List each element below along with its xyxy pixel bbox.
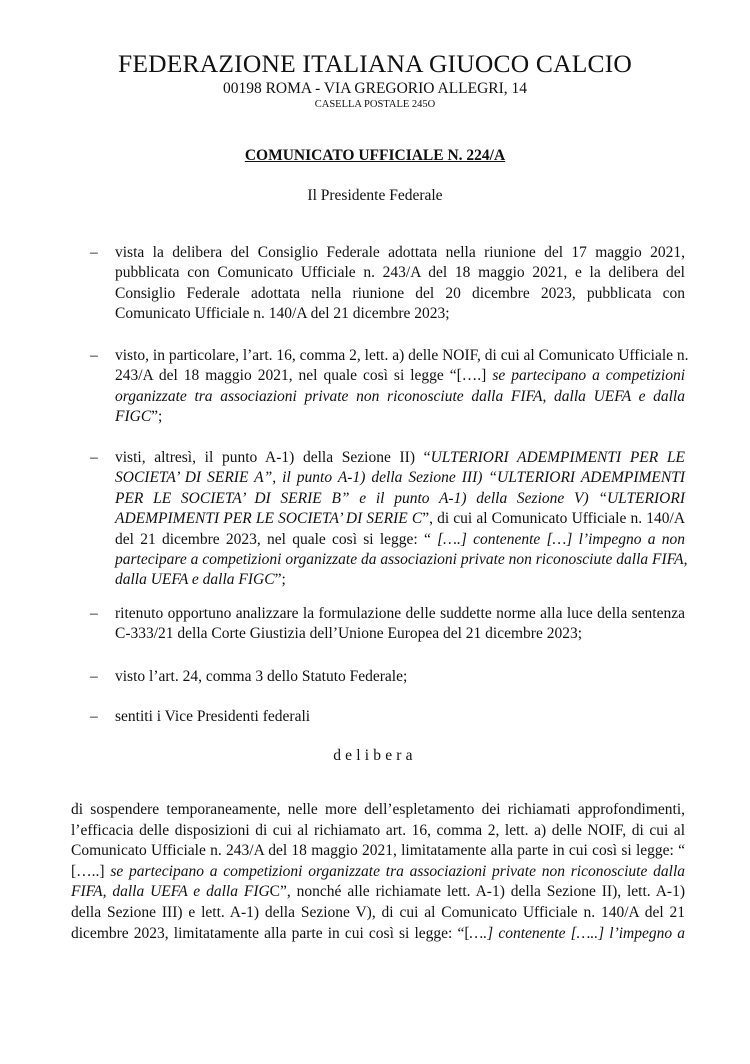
recital-line: SOCIETA’ DI SERIE A”, il punto A-1) della Sezione III) “ULTERIORI ADEMPIMENTI: [115, 469, 685, 487]
recital-line: del 21 dicembre 2023, nel quale così si legge: “ [….] contenente […] l’impegno a non: [115, 530, 685, 548]
recital-item: [115, 667, 685, 687]
resolution-line: della Sezione III) e lett. A-1) della Sezione V), di cui al Comunicato Ufficiale n. 140/A del 21: [71, 903, 685, 921]
president-heading: Il Presidente Federale: [307, 187, 443, 204]
recital-line: pubblicata con Comunicato Ufficiale n. 243/A del 18 maggio 2021, e la delibera del: [115, 264, 685, 282]
recital-line: ritenuto opportuno analizzare la formulazione delle suddette norme alla luce della sentenza: [115, 605, 685, 622]
recital-line: FIGC”;: [115, 408, 163, 426]
resolution-line: Comunicato Ufficiale n. 243/A del 18 maggio 2021, limitatamente alla parte in cui così si legge: “: [71, 842, 685, 860]
resolution-line: di sospendere temporaneamente, nelle more dell’espletamento dei richiamati approfondimenti,: [71, 801, 685, 818]
recital-line: visti, altresì, il punto A-1) della Sezione II) “ULTERIORI ADEMPIMENTI PER LE: [115, 449, 685, 466]
recital-line: dalla UEFA e dalla FIGC”;: [115, 571, 286, 589]
resolution-line: dicembre 2023, limitatamente alla parte in cui così si legge: “[….] contenente […..] l’impegno a: [71, 924, 686, 942]
federation-title: FEDERAZIONE ITALIANA GIUOCO CALCIO: [118, 49, 632, 78]
resolution-line: […..] se partecipano a competizioni organizzate tra associazioni private non riconosciute dalla: [71, 862, 685, 880]
recital-line: Comunicato Ufficiale n. 140/A del 21 dicembre 2023;: [115, 305, 450, 323]
recital-line: ADEMPIMENTI PER LE SOCIETA’ DI SERIE C”, di cui al Comunicato Ufficiale n. 140/A: [115, 510, 686, 528]
resolution-paragraph: [71, 800, 685, 944]
recital-line: vista la delibera del Consiglio Federale adottata nella riunione del 17 maggio 2021,: [115, 244, 685, 261]
recital-line: 243/A del 18 maggio 2021, nel quale così si legge “[….] se partecipano a competizioni: [115, 367, 685, 385]
bullet-dash: –: [90, 708, 98, 725]
recital-line: PER LE SOCIETA’ DI SERIE B” e il punto A-1) della Sezione V) “ULTERIORI: [115, 489, 685, 507]
bullet-dash: –: [90, 605, 98, 622]
recital-line: visto l’art. 24, comma 3 dello Statuto Federale;: [115, 668, 408, 685]
recital-line: Consiglio Federale adottata nella riunione del 20 dicembre 2023, pubblicata con: [115, 284, 685, 302]
comunicato-title: COMUNICATO UFFICIALE N. 224/A: [244, 147, 506, 164]
recital-line: C-333/21 della Corte Giustizia dell’Unione Europea del 21 dicembre 2023;: [115, 625, 583, 643]
recital-item: [115, 346, 689, 428]
recital-line: partecipare a competizioni organizzate da associazioni private non riconosciute dalla FIFA,: [115, 551, 688, 569]
recital-line: organizzate tra associazioni private non riconosciute dalla FIFA, dalla UEFA e dalla: [115, 387, 685, 405]
bullet-dash: –: [90, 449, 98, 466]
delibera-heading: delibera: [333, 747, 417, 764]
resolution-line: l’efficacia delle disposizioni di cui al richiamato art. 16, comma 2, lett. a) delle NOIF, di cui al: [71, 821, 685, 839]
recital-line: visto, in particolare, l’art. 16, comma 2, lett. a) delle NOIF, di cui al Comunicato Ufficiale n.: [115, 347, 689, 364]
postal-box: CASELLA POSTALE 245O: [314, 99, 436, 110]
bullet-dash: –: [90, 668, 98, 685]
bullet-dash: –: [90, 347, 98, 364]
federation-address: 00198 ROMA - VIA GREGORIO ALLEGRI, 14: [222, 80, 528, 97]
resolution-line: FIFA, dalla UEFA e dalla FIGC”, nonché alle richiamate lett. A-1) della Sezione II), lett. A-1): [71, 883, 685, 901]
recital-item: [115, 707, 685, 727]
recital-line: sentiti i Vice Presidenti federali: [115, 708, 311, 725]
bullet-dash: –: [90, 244, 98, 261]
recital-item: [115, 448, 688, 591]
recital-item: [115, 604, 685, 645]
recital-item: [115, 243, 685, 325]
